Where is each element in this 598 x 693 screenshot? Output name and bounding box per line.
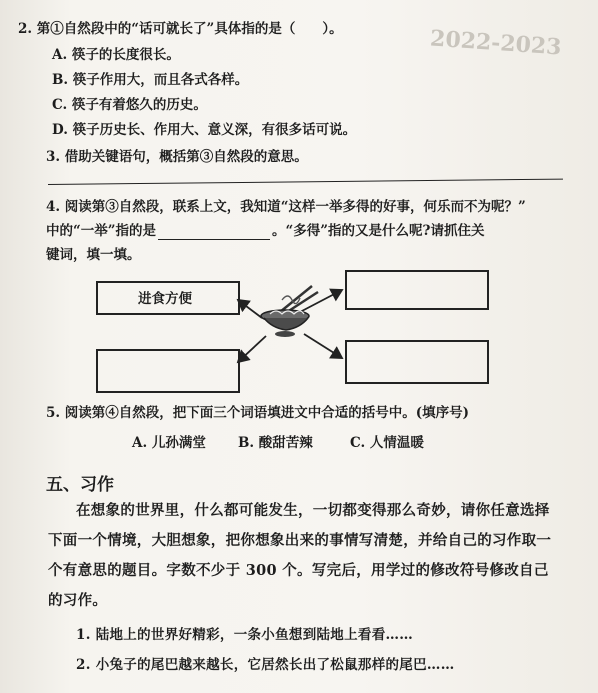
q3-stem: 3. 借助关键语句，概括第③自然段的意思。 xyxy=(46,149,308,165)
writing-prompt-2: 2. 小兔子的尾巴越来越长，它居然长出了松鼠那样的尾巴…… xyxy=(76,657,455,673)
diagram-box-label: 进食方便 xyxy=(138,291,192,307)
q2-option-a: A. 筷子的长度很长。 xyxy=(52,47,180,63)
bowl-chopsticks-icon xyxy=(252,282,322,342)
q2-option-c: C. 筷子有着悠久的历史。 xyxy=(52,97,207,113)
q5-stem: 5. 阅读第④自然段，把下面三个词语填进文中合适的括号中。(填序号) xyxy=(46,405,470,421)
section-para-line3: 个有意思的题目。字数不少于 300 个。写完后，用学过的修改符号修改自己 xyxy=(48,562,549,579)
section-para-line4: 的习作。 xyxy=(48,592,108,609)
section-title: 五、习作 xyxy=(46,475,114,495)
writing-prompt-1: 1. 陆地上的世界好精彩，一条小鱼想到陆地上看看…… xyxy=(76,627,414,643)
q5-option-b: B. 酸甜苦辣 xyxy=(238,435,313,451)
q2-stem: 2. 第①自然段中的“话可就长了”具体指的是（ ）。 xyxy=(18,21,343,37)
q2-option-b: B. 筷子作用大，而且各式各样。 xyxy=(52,72,249,88)
q4-line2-text-a: 中的“一举”指的是 xyxy=(46,223,157,239)
q5-option-c: C. 人情温暖 xyxy=(350,435,424,451)
q4-line3: 键词，填一填。 xyxy=(46,247,141,263)
section-para-line1: 在想象的世界里，什么都可能发生，一切都变得那么奇妙，请你任意选择 xyxy=(76,502,550,519)
section-para-line2: 下面一个情境，大胆想象，把你想象出来的事情写清楚，并给自己的习作取一 xyxy=(48,532,552,549)
q2-option-d: D. 筷子历史长、作用大、意义深，有很多话可说。 xyxy=(52,122,357,138)
q5-option-a: A. 儿孙满堂 xyxy=(132,435,206,451)
q4-line1: 4. 阅读第③自然段，联系上文，我知道“这样一举多得的好事，何乐而不为呢？” xyxy=(46,199,526,215)
bleed-through-text: 2022-2023 xyxy=(429,25,563,61)
q4-line2-text-b: 。“多得”指的又是什么呢?请抓住关 xyxy=(272,223,485,239)
